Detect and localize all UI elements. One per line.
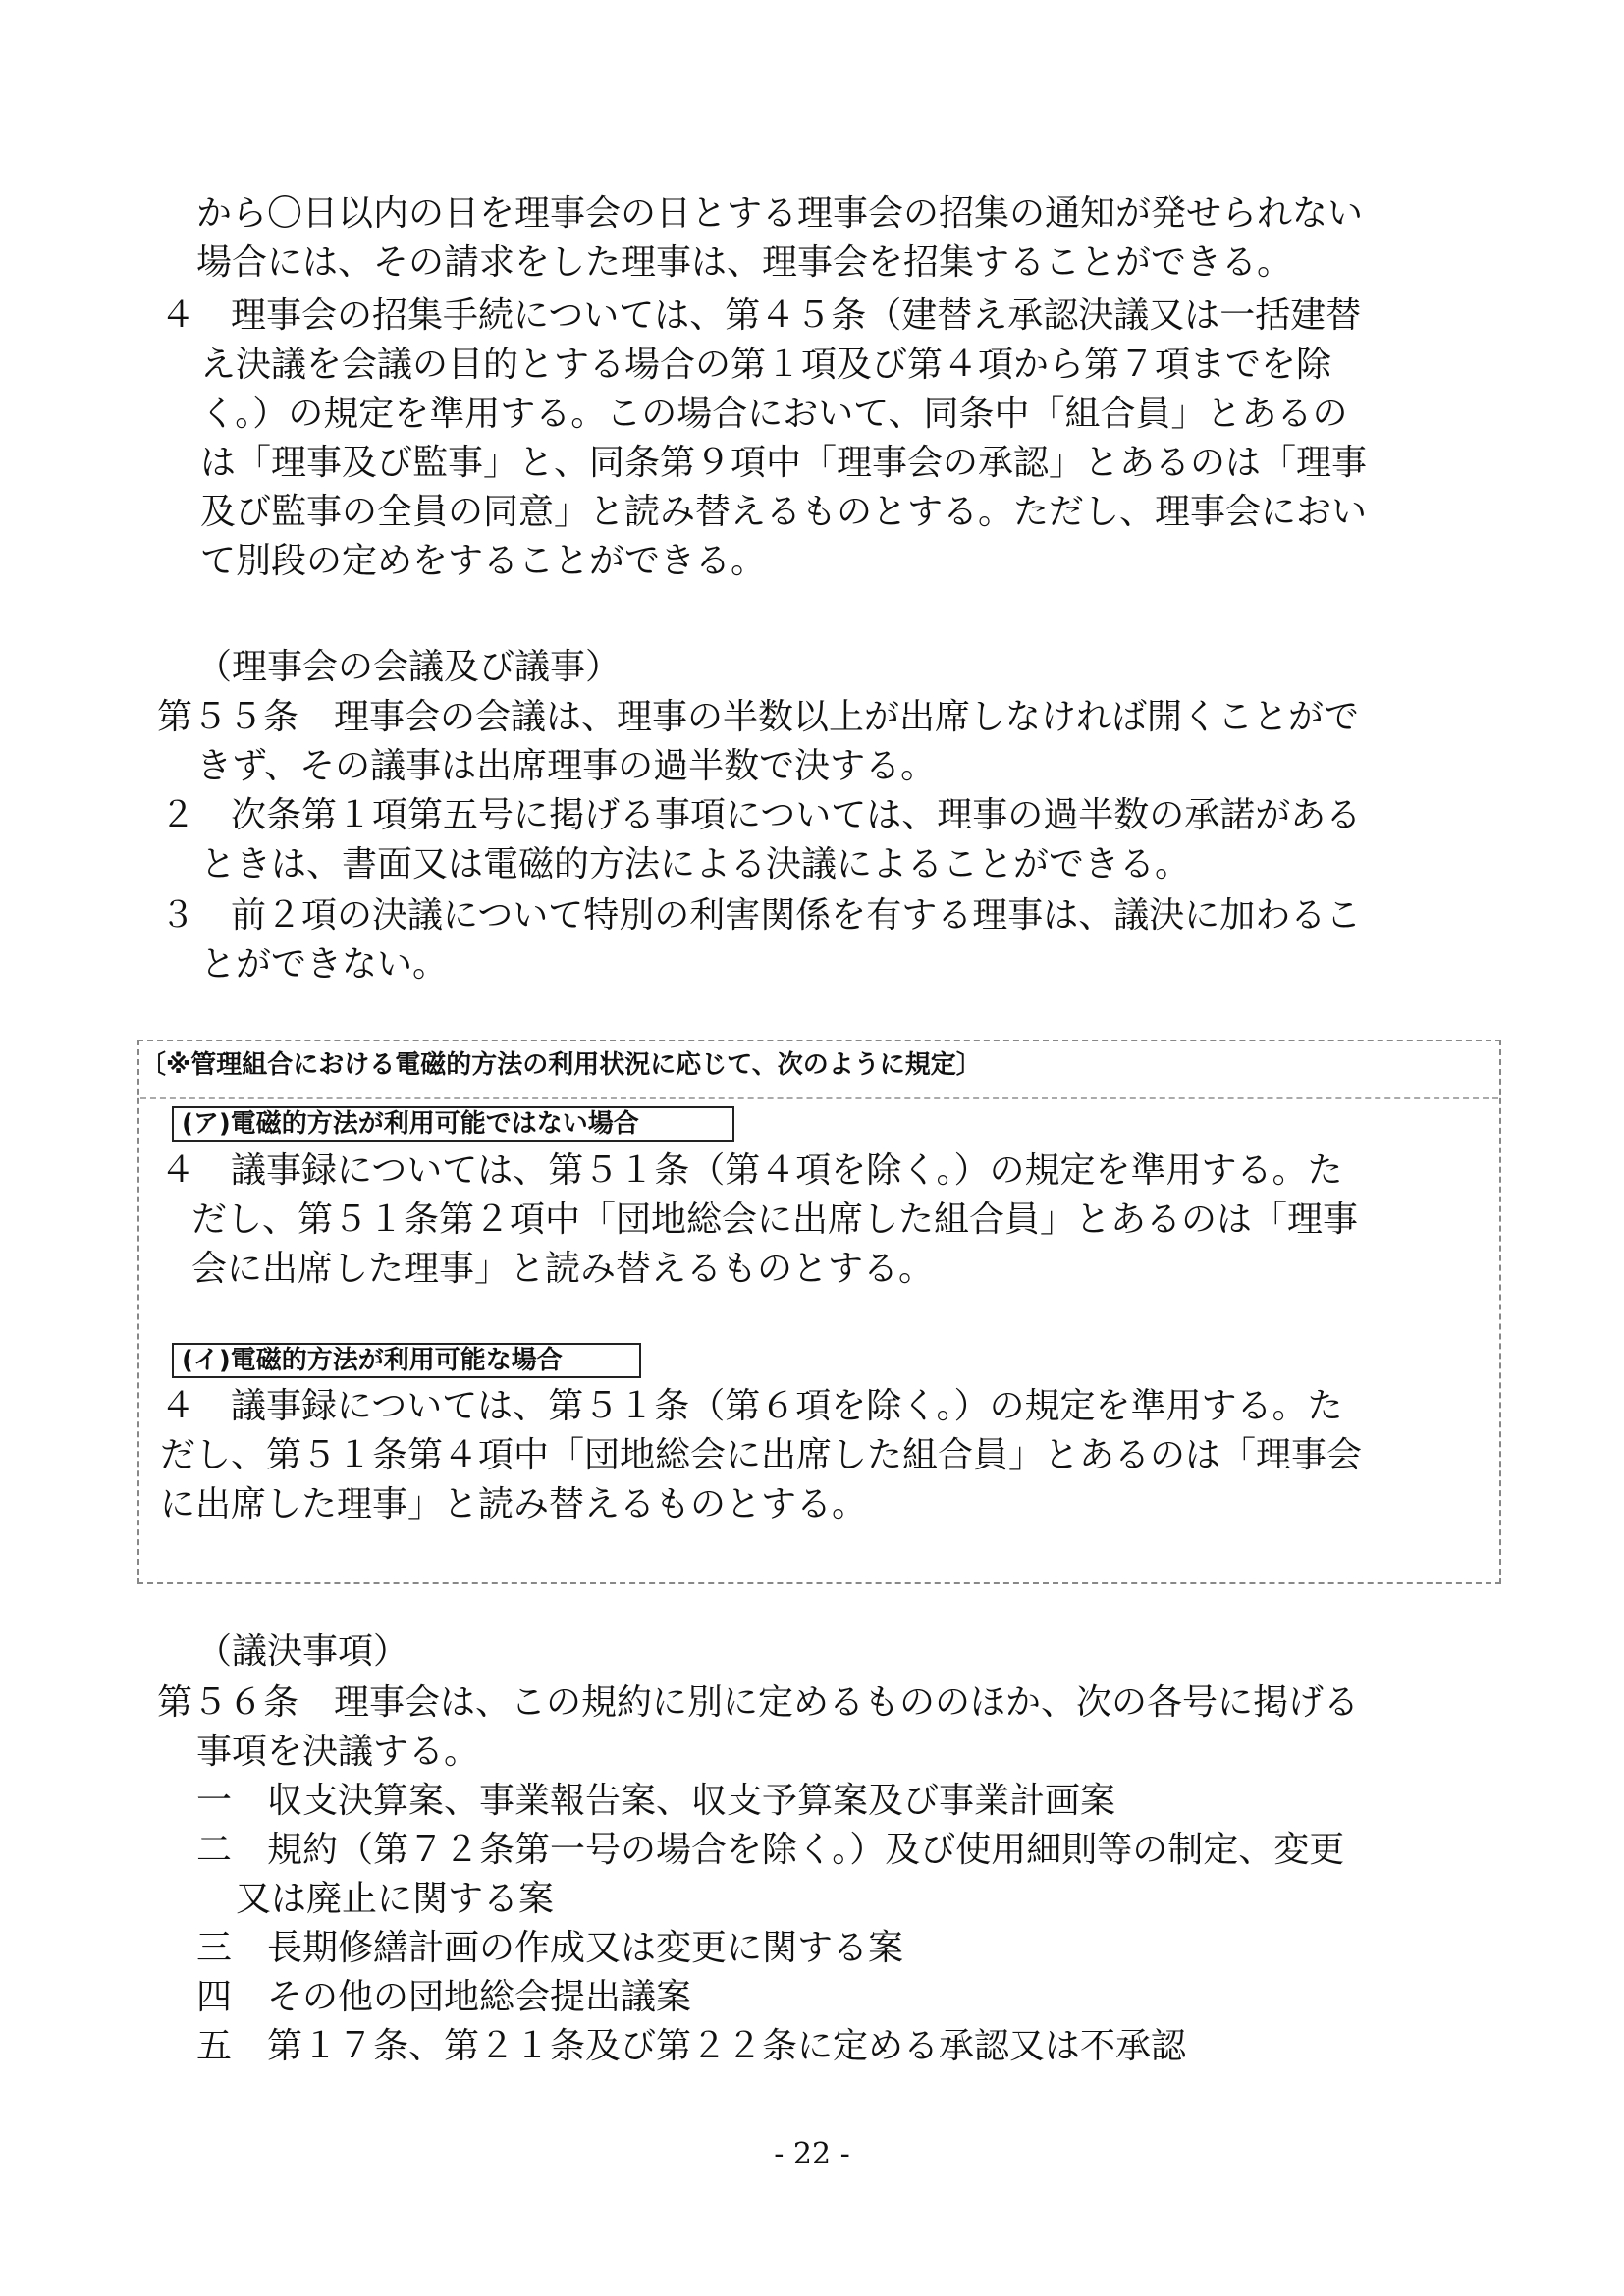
option-a-paragraph — [160, 1147, 1358, 1294]
text-line: だし、第５１条第４項中「団地総会に出席した組合員」とあるのは「理事会 — [160, 1435, 1363, 1475]
text-line: ３ 前２項の決議について特別の利害関係を有する理事は、議決に加わるこ — [160, 895, 1362, 935]
text-line: だし、第５１条第２項中「団地総会に出席した組合員」とあるのは「理事 — [191, 1200, 1359, 1240]
text-line: とができない。 — [200, 944, 449, 985]
text-line: ２ 次条第１項第五号に掲げる事項については、理事の過半数の承諾がある — [160, 795, 1362, 835]
text-line: 及び監事の全員の同意」と読み替えるものとする。ただし、理事会におい — [200, 492, 1368, 532]
article-56-item-list — [196, 1777, 1344, 2071]
text-line: ４ 議事録については、第５１条（第４項を除く。）の規定を準用する。た — [160, 1150, 1343, 1191]
article-56-heading: （議決事項） — [196, 1631, 409, 1672]
text-line: は「理事及び監事」と、同条第９項中「理事会の承認」とあるのは「理事 — [200, 443, 1368, 483]
article-55-paragraph-3 — [160, 891, 1361, 989]
text-line: に出席した理事」と読み替えるものとする。 — [160, 1484, 868, 1524]
text-line: て別段の定めをすることができる。 — [200, 541, 767, 581]
page-number: - 22 - — [774, 2137, 850, 2171]
article-55-heading: （理事会の会議及び議事） — [196, 647, 622, 687]
text-line: ４ 理事会の招集手続については、第４５条（建替え承認決議又は一括建替 — [160, 295, 1362, 336]
box-title: 〔※管理組合における電磁的方法の利用状況に応じて、次のように規定〕 — [140, 1042, 1498, 1099]
list-item: 五 第１７条、第２１条及び第２２条に定める承認又は不承認 — [196, 2026, 1187, 2066]
list-item: 二 規約（第７２条第一号の場合を除く。）及び使用細則等の制定、変更 — [196, 1830, 1345, 1870]
text-line: ４ 議事録については、第５１条（第６項を除く。）の規定を準用する。た — [160, 1386, 1343, 1426]
article-56-paragraph-1 — [157, 1679, 1359, 1777]
text-line: きず、その議事は出席理事の過半数で決する。 — [196, 746, 937, 786]
text-line: 事項を決議する。 — [196, 1732, 480, 1772]
text-line: 場合には、その請求をした理事は、理事会を招集することができる。 — [196, 242, 1293, 283]
continuation-paragraph — [196, 189, 1363, 288]
text-line: え決議を会議の目的とする場合の第１項及び第４項から第７項までを除 — [200, 345, 1332, 385]
list-item-continuation: 又は廃止に関する案 — [236, 1879, 555, 1919]
text-line: く。）の規定を準用する。この場合において、同条中「組合員」とあるの — [200, 394, 1348, 434]
list-item: 四 その他の団地総会提出議案 — [196, 1977, 692, 2017]
option-a-label: (ア)電磁的方法が利用可能ではない場合 — [172, 1106, 734, 1142]
option-b-label: (イ)電磁的方法が利用可能な場合 — [172, 1343, 641, 1378]
text-line: 会に出席した理事」と読み替えるものとする。 — [191, 1249, 935, 1289]
article-55-paragraph-2 — [160, 791, 1361, 889]
text-line: から〇日以内の日を理事会の日とする理事会の招集の通知が発せられない — [196, 193, 1364, 234]
text-line: 第５６条 理事会は、この規約に別に定めるもののほか、次の各号に掲げる — [157, 1682, 1360, 1723]
text-line: 第５５条 理事会の会議は、理事の半数以上が出席しなければ開くことがで — [157, 697, 1360, 737]
list-item: 三 長期修繕計画の作成又は変更に関する案 — [196, 1928, 904, 1968]
option-b-paragraph — [160, 1382, 1362, 1529]
list-item: 一 収支決算案、事業報告案、収支予算案及び事業計画案 — [196, 1781, 1116, 1821]
article-54-paragraph-4 — [160, 292, 1367, 586]
text-line: ときは、書面又は電磁的方法による決議によることができる。 — [200, 844, 1191, 884]
article-55-paragraph-1 — [157, 693, 1359, 791]
